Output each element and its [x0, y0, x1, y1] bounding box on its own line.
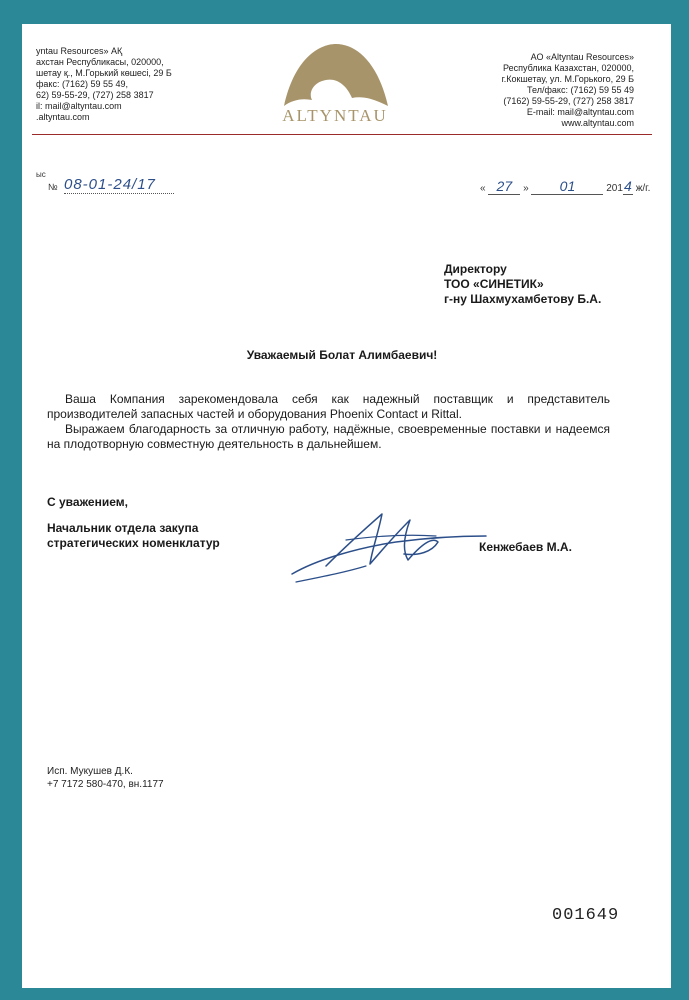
date-suffix: ж/г. [635, 183, 651, 194]
header-left-line: факс: (7162) 59 55 49, [36, 79, 128, 89]
header-right-line: Тел/факс: (7162) 59 55 49 [527, 85, 634, 95]
header-right-line: E-mail: mail@altyntau.com [526, 107, 634, 117]
signer-position [47, 521, 287, 551]
header-left-line: 62) 59-55-29, (727) 258 3817 [36, 90, 154, 100]
date-month: 01 [531, 178, 603, 195]
header-right-line: г.Кокшетау, ул. М.Горького, 29 Б [501, 74, 634, 84]
signer-position-line: Начальник отдела закупа [47, 521, 199, 535]
registration-number-label: № [48, 182, 58, 192]
header-left-line: .altyntau.com [36, 112, 90, 122]
registration-prefix: ыс [36, 170, 46, 179]
serial-number: 001649 [552, 906, 620, 925]
letter-paragraph: Выражаем благодарность за отличную работу, надёжные, своевременные поставки и надеемся на плодотворную совместную деятельность в дальнейшем. [47, 422, 610, 451]
header-right-line: www.altyntau.com [561, 118, 634, 128]
addressee-block [444, 262, 601, 307]
letter-greeting: Уважаемый Болат Алимбаевич! [246, 348, 438, 362]
signer-name: Кенжебаев М.А. [479, 540, 572, 554]
header-right-line: АО «Altyntau Resources» [530, 52, 634, 62]
executor-name: Исп. Мукушев Д.К. [47, 766, 133, 777]
header-left-line: ахстан Республикасы, 020000, [36, 57, 164, 67]
addressee-name: г-ну Шахмухамбетову Б.А. [444, 292, 602, 306]
header-right-line: (7162) 59-55-29, (727) 258 3817 [503, 96, 634, 106]
letter-closing: С уважением, [47, 495, 128, 509]
date-year-prefix: 201 [606, 183, 623, 194]
logo-wordmark: ALTYNTAU [282, 106, 388, 125]
header-right-line: Республика Казахстан, 020000, [503, 63, 634, 73]
handwritten-signature [286, 506, 496, 586]
letter-paragraph: Ваша Компания зарекомендовала себя как надежный поставщик и представитель производителей запасных частей и оборудования Phoenix Contact и Rittal. [47, 392, 610, 421]
date-day: 27 [488, 178, 520, 195]
addressee-title: Директору [444, 262, 507, 276]
header-left-address [36, 46, 172, 123]
letter-sheet [32, 32, 652, 977]
letter-date [480, 178, 650, 195]
header-left-line: yntau Resources» АҚ [36, 46, 123, 56]
date-close-quote: » [523, 183, 529, 194]
executor-info [47, 765, 164, 791]
date-year-digit: 4 [624, 178, 632, 194]
header-left-line: шетау қ., М.Горький көшесі, 29 Б [36, 68, 172, 78]
registration-number: 08-01-24/17 [64, 176, 174, 194]
letter-body [47, 392, 610, 452]
date-open-quote: « [480, 183, 486, 194]
signer-position-line: стратегических номенклатур [47, 536, 220, 550]
executor-phone: +7 7172 580-470, вн.1177 [47, 779, 164, 790]
addressee-company: ТОО «СИНЕТИК» [444, 277, 544, 291]
header-divider [32, 134, 652, 135]
header-left-line: il: mail@altyntau.com [36, 101, 122, 111]
header-right-address [502, 52, 634, 129]
